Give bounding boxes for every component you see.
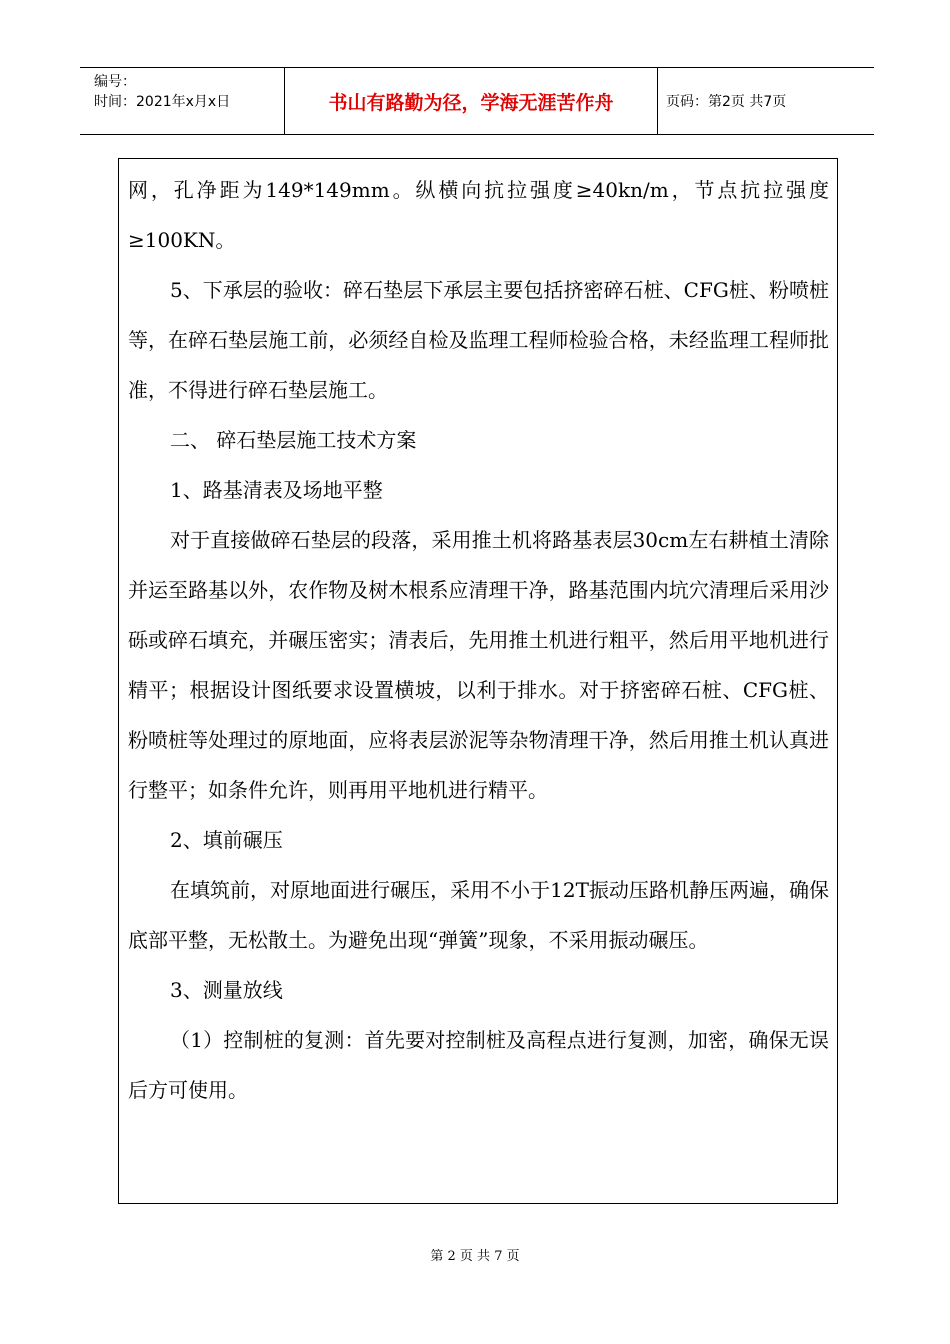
- paragraph-2: 5、下承层的验收：碎石垫层下承层主要包括挤密碎石桩、CFG桩、粉喷桩等，在碎石垫层施工前，必须经自检及监理工程师检验合格，未经监理工程师批准，不得进行碎石垫层施工。: [128, 278, 829, 402]
- date-line: 时间：2021年x月x日: [94, 94, 231, 110]
- page-header: [80, 67, 874, 135]
- subheading-1: 1、路基清表及场地平整: [170, 478, 383, 502]
- header-motto: 书山有路勤为径，学海无涯苦作舟: [285, 68, 658, 134]
- serial-number-label: 编号：: [94, 74, 136, 90]
- section-heading-2: 二、 碎石垫层施工技术方案: [170, 428, 417, 452]
- header-page-info: 页码：第2页 共7页: [666, 94, 787, 110]
- paragraph-5: （1）控制桩的复测：首先要对控制桩及高程点进行复测，加密，确保无误后方可使用。: [128, 1028, 829, 1102]
- subheading-3: 3、测量放线: [170, 978, 283, 1002]
- paragraph-4: 在填筑前，对原地面进行碾压，采用不小于12T振动压路机静压两遍，确保底部平整，无松散土。为避免出现“弹簧”现象，不采用振动碾压。: [128, 878, 829, 952]
- document-body: [118, 158, 838, 1204]
- page-footer: 第 2 页 共 7 页: [430, 1249, 520, 1264]
- header-meta: [80, 68, 285, 134]
- paragraph-1: 网，孔净距为149*149mm。纵横向抗拉强度≥40kn/m，节点抗拉强度≥100KN。: [128, 178, 829, 252]
- subheading-2: 2、填前碾压: [170, 828, 283, 852]
- paragraph-3: 对于直接做碎石垫层的段落，采用推土机将路基表层30cm左右耕植土清除并运至路基以外，农作物及树木根系应清理干净，路基范围内坑穴清理后采用沙砾或碎石填充，并碾压密实；清表后，先用推土机进行粗平，然后用平地机进行精平；根据设计图纸要求设置横坡，以利于排水。对于挤密碎石桩、CFG桩、粉喷桩等处理过的原地面，应将表层淤泥等杂物清理干净，然后用推土机认真进行整平；如条件允许，则再用平地机进行精平。: [128, 528, 829, 802]
